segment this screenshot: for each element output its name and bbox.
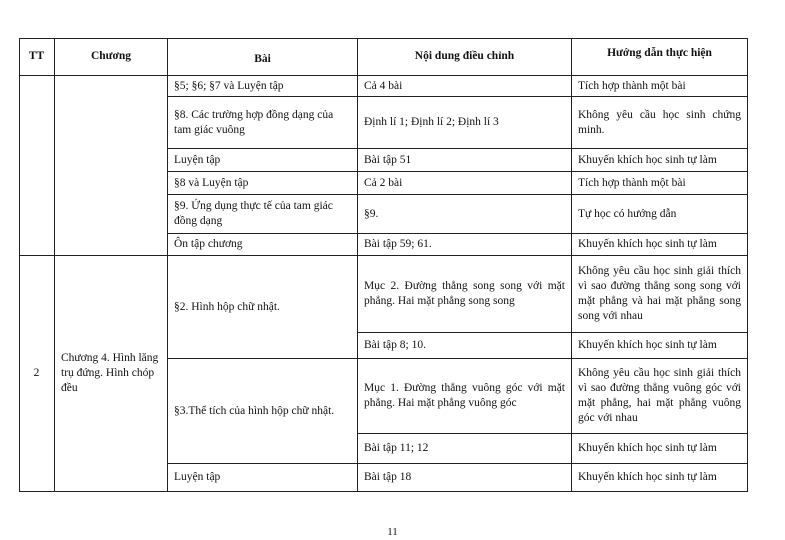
table-cell-bai: §8 và Luyện tập bbox=[168, 172, 358, 195]
table-cell-bai: §8. Các trường hợp đồng dạng của tam giác vuông bbox=[168, 97, 358, 149]
table-cell-huong-dan: Không yêu cầu học sinh giải thích vì sao đường thẳng song song với mặt phẳng và hai mặt phẳng song song với nhau bbox=[572, 256, 748, 333]
table-cell-huong-dan: Không yêu cầu học sinh giải thích vì sao đường thẳng vuông góc với mặt phẳng, hai mặt phẳng vuông góc với nhau bbox=[572, 359, 748, 434]
table-cell-bai: §5; §6; §7 và Luyện tập bbox=[168, 76, 358, 97]
page-number: 11 bbox=[387, 526, 398, 538]
table-cell-noi-dung: Bài tập 8; 10. bbox=[358, 333, 572, 359]
table-cell-huong-dan: Tích hợp thành một bài bbox=[572, 76, 748, 97]
table-cell-noi-dung: Bài tập 18 bbox=[358, 464, 572, 492]
table-cell-bai: Luyện tập bbox=[168, 464, 358, 492]
table-cell-bai: Ôn tập chương bbox=[168, 234, 358, 256]
header-tt: TT bbox=[19, 38, 55, 76]
header-bai: Bài bbox=[168, 38, 358, 76]
table-cell-huong-dan: Khuyến khích học sinh tự làm bbox=[572, 234, 748, 256]
table-cell-noi-dung: Cả 2 bài bbox=[358, 172, 572, 195]
table-cell-huong-dan: Khuyến khích học sinh tự làm bbox=[572, 464, 748, 492]
table-cell-noi-dung: Mục 1. Đường thẳng vuông góc với mặt phẳng. Hai mặt phẳng vuông góc bbox=[358, 359, 572, 434]
table-cell-bai: §2. Hình hộp chữ nhật. bbox=[168, 256, 358, 359]
section1-chuong-cell bbox=[55, 76, 168, 256]
table-cell-huong-dan: Khuyến khích học sinh tự làm bbox=[572, 149, 748, 172]
table-cell-noi-dung: Bài tập 51 bbox=[358, 149, 572, 172]
table-cell-bai: §3.Thể tích của hình hộp chữ nhật. bbox=[168, 359, 358, 464]
section1-tt-cell bbox=[19, 76, 55, 256]
table-cell-noi-dung: Bài tập 59; 61. bbox=[358, 234, 572, 256]
table-cell-huong-dan: Khuyến khích học sinh tự làm bbox=[572, 434, 748, 464]
table-cell-noi-dung: Định lí 1; Định lí 2; Định lí 3 bbox=[358, 97, 572, 149]
table-cell-bai: Luyện tập bbox=[168, 149, 358, 172]
section2-chuong bbox=[55, 256, 168, 492]
table-cell-noi-dung: Bài tập 11; 12 bbox=[358, 434, 572, 464]
header-huong-dan: Hướng dẫn thực hiện bbox=[572, 38, 748, 76]
table-cell-huong-dan: Tự học có hướng dẫn bbox=[572, 195, 748, 234]
table-cell-huong-dan: Không yêu cầu học sinh chứng minh. bbox=[572, 97, 748, 149]
table-cell-noi-dung: Mục 2. Đường thẳng song song với mặt phẳng. Hai mặt phẳng song song bbox=[358, 256, 572, 333]
header-noi-dung: Nội dung điều chỉnh bbox=[358, 38, 572, 76]
chapter-title: Chương 4. Hình lăng trụ đứng. Hình chóp đều bbox=[61, 352, 159, 394]
adjustment-table bbox=[19, 38, 748, 492]
table-cell-bai: §9. Ứng dụng thực tế của tam giác đồng dạng bbox=[168, 195, 358, 234]
table-cell-noi-dung: Cả 4 bài bbox=[358, 76, 572, 97]
header-chuong: Chương bbox=[55, 38, 168, 76]
table-cell-huong-dan: Tích hợp thành một bài bbox=[572, 172, 748, 195]
table-cell-noi-dung: §9. bbox=[358, 195, 572, 234]
table-cell-huong-dan: Khuyến khích học sinh tự làm bbox=[572, 333, 748, 359]
section2-tt: 2 bbox=[19, 256, 55, 492]
